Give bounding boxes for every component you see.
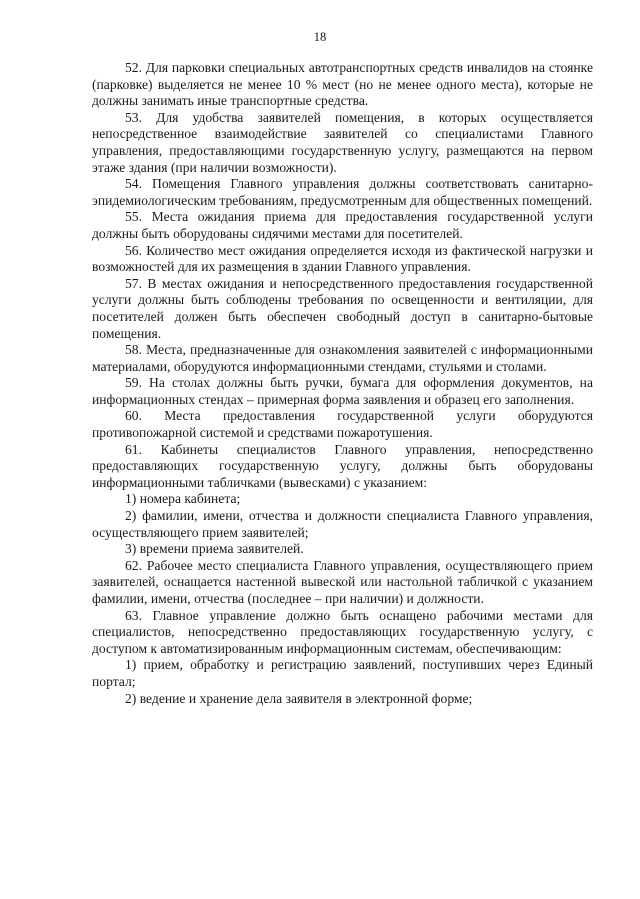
paragraph-57: 57. В местах ожидания и непосредственного предоставления государственной услуги должны быть соблюдены требования по освещенности и вентиляции, для посетителей должен быть обеспечен свободный доступ в санитарно-бытовые помещения. — [92, 275, 593, 341]
paragraph-63: 63. Главное управление должно быть оснащено рабочими местами для специалистов, непосредственно предоставляющих государственную услугу, с доступом к автоматизированным информационным системам, обеспечивающим: — [92, 607, 593, 656]
paragraph-61: 61. Кабинеты специалистов Главного управления, непосредственно предоставляющих государственную услугу, должны быть оборудованы информационными табличками (вывесками) с указанием: — [92, 441, 593, 490]
paragraph-58: 58. Места, предназначенные для ознакомления заявителей с информационными материалами, оборудуются информационными стендами, стульями и столами. — [92, 342, 593, 374]
paragraph-59: 59. На столах должны быть ручки, бумага для оформления документов, на информационных стендах – примерная форма заявления и образец его заполнения. — [92, 375, 593, 407]
paragraph-60: 60. Места предоставления государственной услуги оборудуются противопожарной системой и средствами пожаротушения. — [92, 408, 593, 441]
list-item-61-2: 2) фамилии, имени, отчества и должности специалиста Главного управления, осуществляющего прием заявителей; — [92, 508, 593, 540]
list-item-61-3: 3) времени приема заявителей. — [125, 541, 304, 557]
page-number: 18 — [313, 30, 327, 44]
paragraph-56: 56. Количество мест ожидания определяется исходя из фактической нагрузки и возможностей для их размещения в здании Главного управления. — [92, 242, 593, 275]
paragraph-55: 55. Места ожидания приема для предоставления государственной услуги должны быть оборудованы сидячими местами для посетителей. — [92, 209, 593, 241]
paragraph-52: 52. Для парковки специальных автотранспортных средств инвалидов на стоянке (парковке) выделяется не менее 10 % мест (но не менее одного места), которые не должны занимать иные транспортные средства. — [92, 60, 593, 109]
list-item-63-1: 1) прием, обработку и регистрацию заявлений, поступивших через Единый портал; — [92, 657, 593, 689]
list-item-63-2: 2) ведение и хранение дела заявителя в электронной форме; — [125, 690, 473, 706]
document-body — [92, 60, 593, 707]
paragraph-62: 62. Рабочее место специалиста Главного управления, осуществляющего прием заявителей, оснащается настенной вывеской или настольной табличкой с указанием фамилии, имени, отчества (последнее – при наличии) и должности. — [92, 557, 593, 606]
paragraph-54: 54. Помещения Главного управления должны соответствовать санитарно-эпидемиологическим требованиям, предусмотренным для общественных помещений. — [92, 176, 593, 208]
list-item-61-1: 1) номера кабинета; — [125, 491, 241, 507]
paragraph-53: 53. Для удобства заявителей помещения, в которых осуществляется непосредственное взаимодействие заявителей со специалистами Главного управления, предоставляющими государственную услугу, размещаются на первом этаже здания (при наличии возможности). — [92, 109, 593, 175]
